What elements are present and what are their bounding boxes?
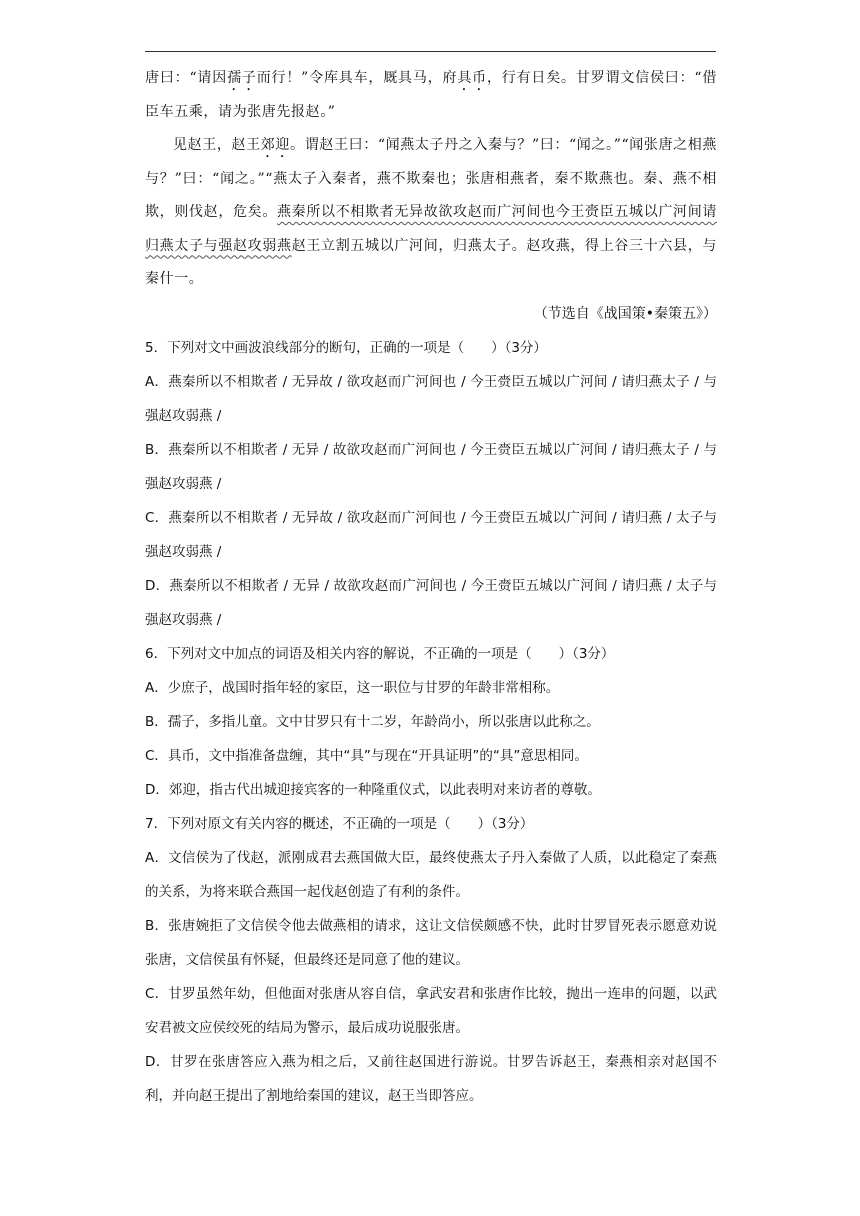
passage-text: 见赵王，赵王 [173, 137, 261, 153]
option-a: A．燕秦所以不相欺者 / 无异故 / 欲攻赵而广河间也 / 今王赍臣五城以广河间 / 请归燕太子 / 与强赵攻弱燕 / [145, 373, 717, 424]
source-citation: （节选自《战国策•秦策五》） [533, 305, 717, 322]
dotted-word-ruzi: 孺子 [227, 70, 257, 86]
option-d: D．甘罗在张唐答应入燕为相之后，又前往赵国进行游说。甘罗告诉赵王，秦燕相亲对赵国不利，并向赵王提出了割地给秦国的建议，赵王当即答应。 [145, 1053, 717, 1104]
question-stem: 5．下列对文中画波浪线部分的断句，正确的一项是（ ）（3分） [145, 339, 547, 356]
question-5 [145, 331, 717, 637]
question-stem: 6．下列对文中加点的词语及相关内容的解说，不正确的一项是（ ）（3分） [145, 645, 615, 662]
option-d: D．郊迎，指古代出城迎接宾客的一种隆重仪式，以此表明对来访者的尊敬。 [145, 781, 601, 798]
option-c: C．燕秦所以不相欺者 / 无异故 / 欲攻赵而广河间也 / 今王赍臣五城以广河间 / 请归燕 / 太子与强赵攻弱燕 / [145, 509, 717, 560]
question-7 [145, 807, 717, 1113]
option-c: C．甘罗虽然年幼，但他面对张唐从容自信，拿武安君和张唐作比较，抛出一连串的问题，以武安君被文应侯绞死的结局为警示，最后成功说服张唐。 [145, 985, 717, 1036]
dotted-word-jiaoying: 郊迎 [260, 137, 291, 153]
option-d: D．燕秦所以不相欺者 / 无异 / 故欲攻赵而广河间也 / 今王赍臣五城以广河间 / 请归燕 / 太子与强赵攻弱燕 / [145, 577, 717, 628]
passage-text: 而行！”令库具车，厩具马，府 [256, 70, 458, 86]
passage [145, 62, 717, 297]
option-b: B．张唐婉拒了文信侯令他去做燕相的请求，这让文信侯颇感不快，此时甘罗冒死表示愿意劝说张唐，文信侯虽有怀疑，但最终还是同意了他的建议。 [145, 917, 717, 968]
wavy-underlined-text: 燕秦所以不相欺者无异故欲攻赵而广河间也今王赍臣五城以广河间请归燕太子与强赵攻弱燕 [145, 204, 717, 254]
option-b: B．燕秦所以不相欺者 / 无异 / 故欲攻赵而广河间也 / 今王赍臣五城以广河间 / 请归燕太子 / 与强赵攻弱燕 / [145, 441, 717, 492]
option-a: A．少庶子，战国时指年轻的家臣，这一职位与甘罗的年龄非常相称。 [145, 679, 560, 696]
passage-text: 。谓赵王曰：“闻燕太子丹之入秦与？”曰：“闻之。”“闻张唐之相燕与？”曰：“闻之。”“燕太子入秦者，燕不欺秦也；张唐相燕者，秦不欺燕也。秦、燕不相欺，则伐赵，危矣。 [145, 137, 717, 220]
document-body [145, 62, 717, 1113]
option-b: B．孺子，多指儿童。文中甘罗只有十二岁，年龄尚小，所以张唐以此称之。 [145, 713, 600, 730]
passage-text: 赵王立割五城以广河间，归燕太子。赵攻燕，得上谷三十六县，与秦什一。 [145, 237, 717, 287]
dotted-word-jubi: 具币 [457, 70, 487, 86]
passage-text: ，行有日矣。甘罗谓文信侯曰：“借臣车五乘，请为张唐先报赵。” [145, 70, 717, 120]
header-rule [145, 51, 716, 52]
passage-text: 唐曰：“请因 [145, 70, 228, 86]
question-stem: 7．下列对原文有关内容的概述，不正确的一项是（ ）（3分） [145, 815, 534, 832]
passage-paragraph-1 [145, 62, 717, 129]
question-6 [145, 637, 717, 807]
passage-paragraph-2 [145, 129, 717, 297]
option-c: C．具币，文中指准备盘缠，其中“具”与现在“开具证明”的“具”意思相同。 [145, 747, 588, 764]
option-a: A．文信侯为了伐赵，派刚成君去燕国做大臣，最终使燕太子丹入秦做了人质，以此稳定了秦燕的关系，为将来联合燕国一起伐赵创造了有利的条件。 [145, 849, 717, 900]
